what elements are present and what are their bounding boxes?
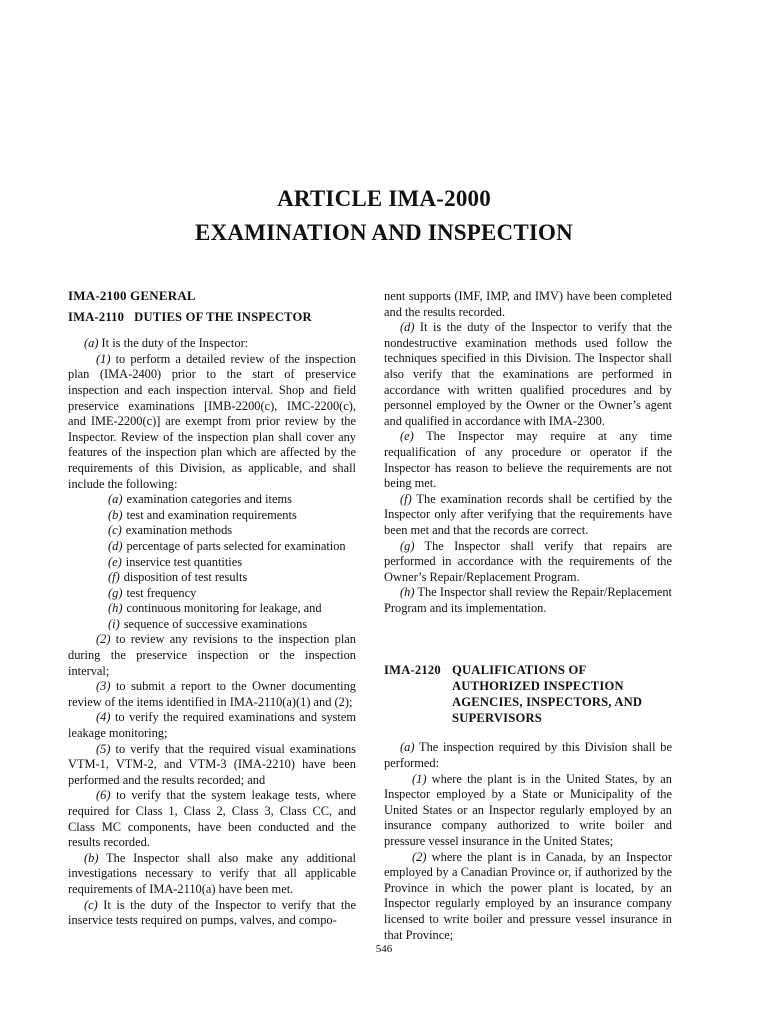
list-text: examination categories and items [126,492,292,507]
enumerator: (a) [84,336,99,351]
subsection-number: IMA-2110 [68,309,125,324]
paragraph-text: It is the duty of the Inspector: [98,336,249,351]
paragraph-g [384,539,672,586]
paragraph-h [384,585,672,616]
enumerator: (a) [400,740,415,755]
enumerator: (5) [96,741,111,756]
paragraph-a [68,336,356,352]
enumerator: (e) [400,429,414,444]
enumerator: (2) [412,849,427,864]
paragraph-a5 [68,742,356,789]
list-enumerator: (f) [108,570,120,585]
paragraph-a6 [68,788,356,850]
list-item [68,539,356,555]
left-column [68,288,356,929]
paragraph-text: to submit a report to the Owner documenting review of the items identified in IMA-2110(a)(1) and (2); [68,679,356,709]
list-enumerator: (e) [108,554,122,569]
paragraph-a4 [68,710,356,741]
paragraph-b [68,851,356,898]
list-enumerator: (d) [108,538,123,553]
paragraph-2120-a2 [384,850,672,944]
paragraph-e [384,429,672,491]
section-heading-ima-2100: IMA-2100 GENERAL [68,288,196,303]
list-text: percentage of parts selected for examination [126,538,346,553]
paragraph-c [68,898,356,929]
subsection-title: QUALIFICATIONS OF AUTHORIZED INSPECTION AGENCIES, INSPECTORS, AND SUPERVISORS [452,663,643,726]
list-text: continuous monitoring for leakage, and [126,601,322,616]
list-text: test and examination requirements [126,507,297,522]
right-column [384,289,672,943]
paragraph-c-continued: nent supports (IMF, IMP, and IMV) have been completed and the results recorded. [384,289,672,319]
list-item [68,492,356,508]
enumerator: (b) [84,850,99,865]
article-title [0,182,768,250]
paragraph-2120-a1 [384,772,672,850]
paragraph-a3 [68,679,356,710]
paragraph-text: The inspection required by this Division shall be performed: [384,740,672,771]
paragraph-text: The Inspector shall also make any additional investigations necessary to verify that all applicable requirements of IMA-2110(a) have been met. [68,850,356,896]
subsection-heading-ima-2110 [68,310,356,326]
paragraph-d [384,320,672,429]
list-text: disposition of test results [123,570,248,585]
subsection-number: IMA-2120 [384,663,441,678]
enumerator: (3) [96,679,111,694]
paragraph-f [384,492,672,539]
paragraph-text: The Inspector shall review the Repair/Replacement Program and its implementation. [384,585,672,615]
paragraph-text: It is the duty of the Inspector to verify that the inservice tests required on pumps, valves, and compo- [68,897,356,928]
list-item [68,508,356,524]
enumerator: (4) [96,710,111,725]
enumerator: (1) [96,351,111,366]
paragraph-text: to verify the required examinations and system leakage monitoring; [68,710,356,741]
enumerator: (f) [400,491,412,506]
enumerator: (1) [412,771,427,786]
paragraph-2120-a [384,740,672,771]
enumerator: (d) [400,320,415,335]
inspection-plan-list [68,492,356,632]
list-item [68,523,356,539]
article-title-line2: EXAMINATION AND INSPECTION [195,220,573,245]
list-item [68,586,356,602]
list-text: inservice test quantities [125,554,243,569]
paragraph-a1 [68,352,356,492]
subsection-heading-ima-2120 [384,662,672,726]
paragraph-text: where the plant is in the United States, by an Inspector employed by a State or Municipality of the United States or an Inspector regularly employed by an insurance company authorized to write boiler and pressure vessel insurance in the United States; [384,771,672,849]
list-enumerator: (b) [108,507,123,522]
list-item [68,601,356,617]
page-number: 546 [375,943,393,955]
list-item [68,555,356,571]
enumerator: (6) [96,788,111,803]
paragraph-text: where the plant is in Canada, by an Inspector employed by a Canadian Province or, if authorized by the Province in which the power plant is located, by an Inspector regularly employed by an insurance company licensed to write boiler and pressure vessel insurance in that Province; [384,849,672,942]
list-enumerator: (c) [108,523,122,538]
list-enumerator: (i) [108,616,120,631]
paragraph-text: The Inspector shall verify that repairs are performed in accordance with the requirements of the Owner’s Repair/Replacement Program. [384,538,672,584]
enumerator: (c) [84,897,98,912]
list-text: examination methods [125,523,233,538]
list-text: test frequency [126,585,197,600]
paragraph-text: to verify that the required visual examinations VTM-1, VTM-2, and VTM-3 (IMA-2210) have been performed and the results recorded; and [68,741,356,787]
paragraph-text: to perform a detailed review of the inspection plan (IMA-2400) prior to the start of preservice inspection and each inspection interval. Shop and field preservice examinations [IMB-2200(c), IMC-2200(c), and IME-2200(c)] are exempt from prior review by the Inspector. Review of the inspection plan shall cover any features of the inspection plan which are affected by the requirements of this Division, as applicable, and shall include the following: [68,351,356,491]
list-text: sequence of successive examinations [123,616,308,631]
paragraph-text: to review any revisions to the inspection plan during the preservice inspection or the inspection interval; [68,632,356,678]
paragraph-text: The Inspector may require at any time requalification of any procedure or operator if the Inspector has reason to believe the requirements are not being met. [384,429,672,491]
list-item [68,617,356,633]
list-enumerator: (h) [108,601,123,616]
enumerator: (g) [400,538,415,553]
list-enumerator: (a) [108,492,123,507]
article-title-line1: ARTICLE IMA-2000 [277,186,491,211]
paragraph-text: It is the duty of the Inspector to verify that the nondestructive examination methods used follow the techniques specified in this Division. The Inspector shall also verify that the examinations are performed in accordance with written qualified procedures and by personnel employed by the Owner or the Owner’s agent and qualified in accordance with IMA-2300. [384,320,672,428]
enumerator: (h) [400,585,415,600]
enumerator: (2) [96,632,111,647]
paragraph-a2 [68,632,356,679]
list-item [68,570,356,586]
paragraph-text: The examination records shall be certified by the Inspector only after verifying that the requirements have been met and that the records are correct. [384,491,672,537]
subsection-title: DUTIES OF THE INSPECTOR [134,309,312,324]
paragraph-text: to verify that the system leakage tests, where required for Class 1, Class 2, Class 3, Class CC, and Class MC components, have been conducted and the results recorded. [68,788,356,850]
list-enumerator: (g) [108,585,123,600]
